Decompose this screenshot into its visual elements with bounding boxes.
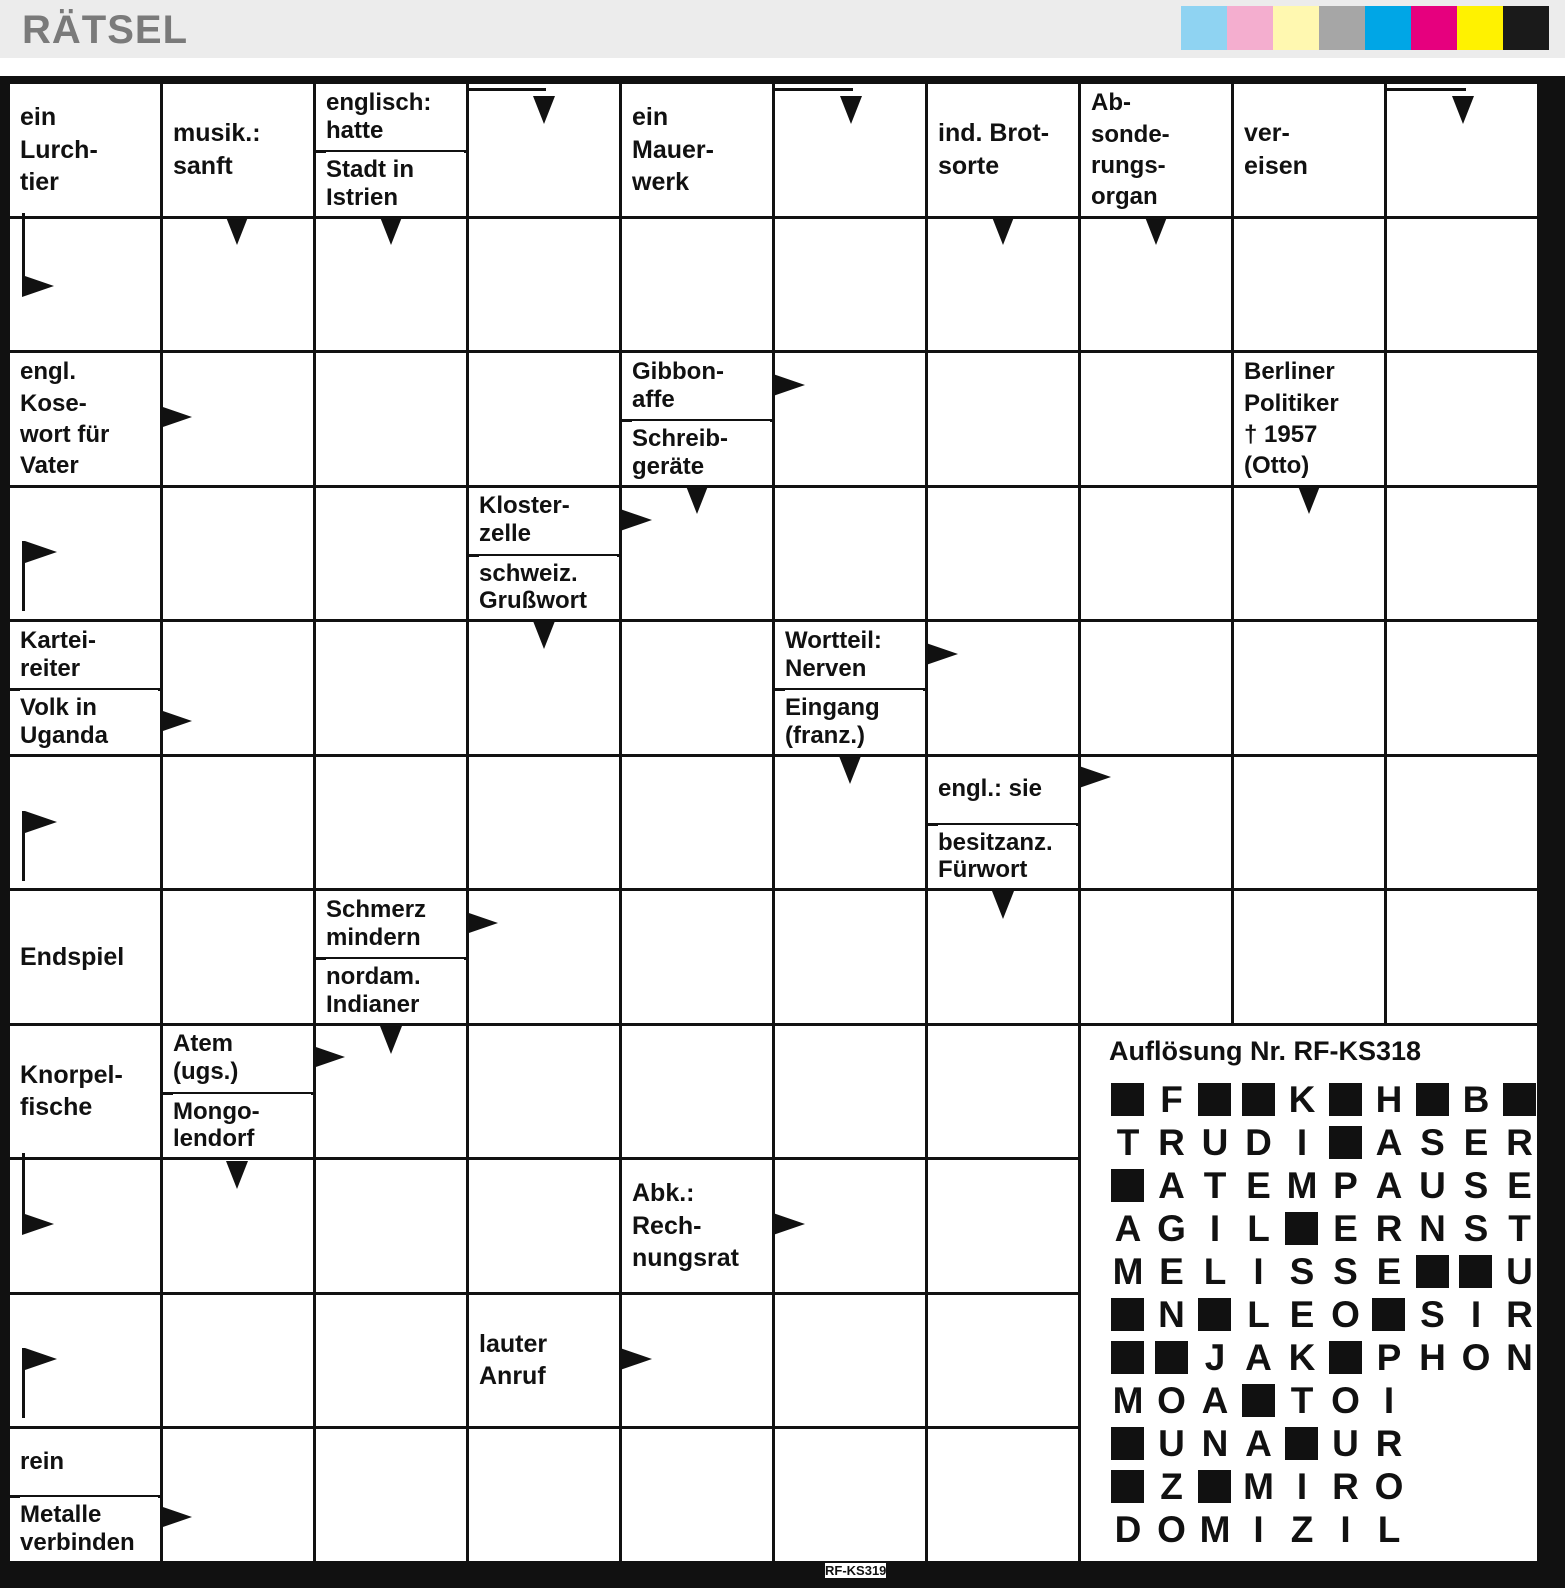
- solution-letter: I: [1340, 1508, 1351, 1550]
- arrow-down-icon: [992, 891, 1014, 919]
- solution-letter: N: [1201, 1422, 1229, 1464]
- clue-label: Volk in Uganda: [20, 694, 109, 749]
- color-swatch: [1503, 6, 1549, 50]
- solution-letter: A: [1201, 1379, 1229, 1421]
- clue-text: [632, 353, 770, 418]
- answer-cell[interactable]: [775, 891, 925, 1023]
- answer-cell[interactable]: [928, 622, 1078, 754]
- answer-cell[interactable]: [622, 1026, 772, 1158]
- arrow-right-icon: [773, 1213, 805, 1235]
- clue-text: [938, 757, 1076, 822]
- solution-letter: L: [1247, 1207, 1270, 1249]
- answer-cell[interactable]: [1387, 219, 1537, 351]
- solution-block: [1329, 1341, 1362, 1374]
- bent-arrow-stem: [22, 213, 25, 281]
- answer-cell[interactable]: [1081, 622, 1231, 754]
- clue-text: [326, 152, 464, 216]
- solution-letter: A: [1158, 1164, 1185, 1206]
- arrow-down-icon: [380, 1026, 402, 1054]
- clue-text: [20, 84, 158, 216]
- solution-panel: [1081, 1026, 1537, 1561]
- header-bar: [0, 0, 1565, 58]
- solution-letter: R: [1332, 1465, 1359, 1507]
- solution-letter: K: [1288, 1078, 1316, 1120]
- answer-cell[interactable]: [316, 353, 466, 485]
- arrow-right-icon: [22, 275, 54, 297]
- solution-block: [1416, 1255, 1449, 1288]
- solution-letter: D: [1245, 1121, 1272, 1163]
- color-swatch: [1181, 6, 1227, 50]
- color-swatch: [1273, 6, 1319, 50]
- answer-cell[interactable]: [928, 1026, 1078, 1158]
- solution-letter: U: [1506, 1250, 1533, 1292]
- color-calibration-bar: [1181, 6, 1549, 50]
- answer-cell[interactable]: [316, 1295, 466, 1427]
- answer-cell[interactable]: [163, 891, 313, 1023]
- solution-block: [1155, 1341, 1188, 1374]
- solution-block: [1111, 1083, 1144, 1116]
- answer-cell[interactable]: [775, 1295, 925, 1427]
- clue-text: [173, 1094, 311, 1158]
- solution-letter: M: [1286, 1164, 1318, 1206]
- clue-text: [20, 1429, 158, 1494]
- clue-text: [20, 622, 158, 687]
- clue-label: Gibbon- affe: [632, 357, 724, 413]
- clue-label: engl. Kose- wort für Vater: [20, 358, 110, 479]
- answer-cell[interactable]: [928, 488, 1078, 620]
- clue-label: Metalle verbinden: [20, 1501, 135, 1556]
- answer-cell[interactable]: [928, 1295, 1078, 1427]
- clue-text: [632, 84, 770, 216]
- answer-cell[interactable]: [622, 757, 772, 889]
- solution-letter: R: [1375, 1207, 1403, 1249]
- answer-cell[interactable]: [1387, 488, 1537, 620]
- solution-letter: G: [1157, 1207, 1186, 1249]
- solution-letter: A: [1375, 1164, 1403, 1206]
- solution-letter: A: [1375, 1121, 1403, 1163]
- arrow-right-icon: [160, 710, 192, 732]
- answer-cell[interactable]: [469, 891, 619, 1023]
- bent-arrow-stem: [1386, 88, 1466, 91]
- solution-letter: J: [1204, 1336, 1226, 1378]
- clue-label: Endspiel: [20, 942, 125, 971]
- answer-cell[interactable]: [163, 757, 313, 889]
- clue-label: Schmerz mindern: [326, 895, 427, 951]
- answer-cell[interactable]: [1387, 353, 1537, 485]
- clue-text: [326, 84, 464, 149]
- answer-cell[interactable]: [775, 219, 925, 351]
- flag-arrow-icon: [25, 1348, 57, 1370]
- clue-text: [479, 556, 617, 620]
- solution-letter: I: [1209, 1207, 1221, 1249]
- arrow-right-icon: [620, 1348, 652, 1370]
- solution-letter: R: [1158, 1121, 1185, 1163]
- clue-label: ind. Brot- sorte: [938, 119, 1050, 180]
- solution-letter: A: [1245, 1422, 1272, 1464]
- clue-text: [326, 891, 464, 956]
- answer-cell[interactable]: [622, 891, 772, 1023]
- arrow-right-icon: [773, 374, 805, 396]
- clue-label: Stadt in Istrien: [326, 156, 414, 211]
- answer-cell[interactable]: [775, 353, 925, 485]
- clue-label: Knorpel- fische: [20, 1060, 123, 1122]
- answer-cell[interactable]: [316, 1160, 466, 1292]
- solution-block: [1416, 1083, 1449, 1116]
- solution-block: [1111, 1341, 1144, 1374]
- arrow-down-icon: [380, 217, 402, 245]
- clue-label: Ab- sonde- rungs- organ: [1091, 89, 1170, 210]
- solution-letter: O: [1374, 1465, 1404, 1507]
- clue-label: ver- eisen: [1244, 119, 1308, 180]
- solution-letter: S: [1463, 1164, 1489, 1206]
- clue-label: nordam. Indianer: [326, 963, 421, 1018]
- answer-cell[interactable]: [1081, 488, 1231, 620]
- clue-text: [785, 622, 923, 687]
- answer-cell[interactable]: [469, 353, 619, 485]
- solution-letter: A: [1245, 1336, 1272, 1378]
- flag-arrow-icon: [25, 541, 57, 563]
- solution-letter: Z: [1160, 1465, 1183, 1507]
- clue-label: Atem (ugs.): [173, 1030, 239, 1085]
- arrow-down-icon: [533, 621, 555, 649]
- solution-letter: A: [1114, 1207, 1142, 1249]
- clue-text: [1244, 353, 1382, 485]
- solution-letter: N: [1506, 1336, 1533, 1378]
- solution-block: [1459, 1255, 1492, 1288]
- solution-block: [1242, 1384, 1275, 1417]
- clue-label: Kloster- zelle: [479, 492, 570, 547]
- solution-block: [1503, 1083, 1536, 1116]
- answer-cell[interactable]: [1234, 622, 1384, 754]
- arrow-down-icon: [992, 217, 1014, 245]
- answer-cell[interactable]: [316, 488, 466, 620]
- solution-letter: B: [1462, 1078, 1490, 1120]
- color-swatch: [1319, 6, 1365, 50]
- color-swatch: [1457, 6, 1503, 50]
- answer-cell[interactable]: [469, 1429, 619, 1561]
- solution-block: [1111, 1470, 1144, 1503]
- answer-cell[interactable]: [775, 488, 925, 620]
- clue-label: Eingang (franz.): [785, 694, 880, 749]
- clue-label: Berliner Politiker † 1957 (Otto): [1244, 358, 1339, 479]
- clue-text: [20, 353, 158, 485]
- solution-block: [1111, 1298, 1144, 1331]
- solution-letter: O: [1331, 1293, 1360, 1335]
- solution-letter: S: [1333, 1250, 1358, 1292]
- answer-cell[interactable]: [1387, 757, 1537, 889]
- answer-cell[interactable]: [469, 757, 619, 889]
- clue-label: musik.: sanft: [173, 119, 261, 180]
- solution-letter: K: [1288, 1336, 1316, 1378]
- solution-letter: R: [1506, 1121, 1533, 1163]
- solution-block: [1111, 1169, 1144, 1202]
- clue-text: [632, 1160, 770, 1292]
- solution-letter: M: [1199, 1508, 1231, 1550]
- answer-cell[interactable]: [775, 1026, 925, 1158]
- solution-letter: I: [1296, 1465, 1308, 1507]
- solution-letter: I: [1253, 1508, 1264, 1550]
- solution-letter: I: [1296, 1121, 1308, 1163]
- solution-letter: M: [1112, 1379, 1144, 1421]
- solution-letter: I: [1470, 1293, 1482, 1335]
- answer-cell[interactable]: [469, 1160, 619, 1292]
- arrow-down-icon: [1145, 217, 1167, 245]
- answer-cell[interactable]: [928, 1429, 1078, 1561]
- solution-block: [1372, 1298, 1405, 1331]
- answer-cell[interactable]: [163, 1295, 313, 1427]
- arrow-down-icon: [840, 96, 862, 124]
- solution-letter: E: [1376, 1250, 1402, 1292]
- clue-text: [20, 690, 158, 754]
- clue-label: lauter Anruf: [479, 1329, 548, 1391]
- arrow-right-icon: [1079, 766, 1111, 788]
- solution-letter: P: [1376, 1336, 1402, 1378]
- answer-cell[interactable]: [1234, 891, 1384, 1023]
- clue-text: [1244, 84, 1382, 216]
- solution-block: [1285, 1212, 1318, 1245]
- clue-text: [173, 1026, 311, 1091]
- solution-letter: P: [1333, 1164, 1358, 1206]
- arrow-down-icon: [226, 1161, 248, 1189]
- solution-block: [1285, 1427, 1318, 1460]
- answer-cell[interactable]: [622, 219, 772, 351]
- solution-letter: E: [1159, 1250, 1184, 1292]
- clue-label: Mongo- lendorf: [173, 1097, 260, 1153]
- answer-cell[interactable]: [1387, 891, 1537, 1023]
- solution-letter: L: [1247, 1293, 1270, 1335]
- solution-letter: U: [1419, 1164, 1446, 1206]
- answer-cell[interactable]: [316, 757, 466, 889]
- solution-letter: L: [1203, 1250, 1227, 1292]
- arrow-right-icon: [160, 1506, 192, 1528]
- clue-label: besitzanz. Fürwort: [938, 828, 1053, 884]
- puzzle-code: RF-KS319: [825, 1563, 887, 1578]
- clue-text: [632, 421, 770, 485]
- color-swatch: [1365, 6, 1411, 50]
- arrow-down-icon: [226, 217, 248, 245]
- solution-letter: R: [1506, 1293, 1533, 1335]
- answer-cell[interactable]: [622, 1429, 772, 1561]
- solution-letter: M: [1112, 1250, 1144, 1292]
- bent-arrow-stem: [773, 88, 853, 91]
- solution-block: [1198, 1083, 1231, 1116]
- clue-text: [326, 959, 464, 1023]
- answer-cell[interactable]: [163, 488, 313, 620]
- solution-block: [1111, 1427, 1144, 1460]
- solution-letter: O: [1331, 1379, 1360, 1421]
- arrow-right-icon: [926, 643, 958, 665]
- arrow-right-icon: [313, 1046, 345, 1068]
- solution-letter: U: [1158, 1422, 1185, 1464]
- solution-letter: H: [1375, 1078, 1403, 1120]
- answer-cell[interactable]: [775, 1429, 925, 1561]
- solution-block: [1329, 1126, 1362, 1159]
- solution-letter: S: [1463, 1207, 1489, 1249]
- answer-cell[interactable]: [928, 1160, 1078, 1292]
- clue-label: rein: [20, 1447, 65, 1475]
- clue-label: ein Lurch- tier: [20, 103, 98, 196]
- solution-letter: S: [1289, 1250, 1315, 1292]
- arrow-down-icon: [686, 486, 708, 514]
- solution-letter: O: [1157, 1379, 1186, 1421]
- solution-letter: O: [1157, 1508, 1186, 1550]
- clue-label: schweiz. Grußwort: [479, 559, 587, 615]
- solution-letter: E: [1463, 1121, 1489, 1163]
- solution-letter: M: [1243, 1465, 1274, 1507]
- clue-text: [938, 84, 1076, 216]
- arrow-right-icon: [620, 509, 652, 531]
- clue-text: [785, 690, 923, 754]
- answer-cell[interactable]: [469, 219, 619, 351]
- solution-letter: I: [1383, 1379, 1395, 1421]
- arrow-down-icon: [1452, 96, 1474, 124]
- answer-cell[interactable]: [1081, 353, 1231, 485]
- clue-label: Schreib- geräte: [632, 425, 729, 480]
- clue-text: [20, 1497, 158, 1561]
- solution-letter: E: [1333, 1207, 1358, 1249]
- clue-text: [479, 1295, 617, 1427]
- answer-cell[interactable]: [316, 1429, 466, 1561]
- arrow-right-icon: [466, 912, 498, 934]
- flag-arrow-icon: [25, 811, 57, 833]
- arrow-right-icon: [22, 1213, 54, 1235]
- solution-letter: E: [1246, 1164, 1271, 1206]
- solution-letter: O: [1461, 1336, 1491, 1378]
- bent-arrow-stem: [22, 1153, 25, 1221]
- solution-letter: T: [1508, 1207, 1531, 1249]
- solution-letter: U: [1201, 1121, 1229, 1163]
- solution-letter: Z: [1290, 1508, 1314, 1550]
- arrow-down-icon: [839, 756, 861, 784]
- clue-label: Kartei- reiter: [20, 626, 97, 682]
- clue-label: ein Mauer- werk: [632, 103, 714, 196]
- answer-cell[interactable]: [1081, 891, 1231, 1023]
- solution-letter: T: [1203, 1164, 1227, 1206]
- solution-letter: N: [1419, 1207, 1446, 1249]
- answer-cell[interactable]: [622, 622, 772, 754]
- solution-block: [1198, 1298, 1231, 1331]
- arrow-right-icon: [160, 406, 192, 428]
- clue-label: englisch: hatte: [326, 88, 432, 144]
- brand-title: RÄTSEL: [22, 8, 188, 52]
- clue-text: [1091, 84, 1229, 216]
- solution-block: [1198, 1470, 1231, 1503]
- clue-label: Abk.: Rech- nungsrat: [632, 1179, 739, 1272]
- solution-letter: E: [1507, 1164, 1532, 1206]
- solution-letter: U: [1332, 1422, 1359, 1464]
- answer-cell[interactable]: [1387, 622, 1537, 754]
- answer-cell[interactable]: [316, 622, 466, 754]
- color-swatch: [1411, 6, 1457, 50]
- solution-letter: D: [1114, 1508, 1142, 1550]
- clue-label: Wortteil: Nerven: [785, 626, 882, 682]
- solution-letter: T: [1290, 1379, 1314, 1421]
- answer-cell[interactable]: [163, 622, 313, 754]
- solution-block: [1329, 1083, 1362, 1116]
- solution-letter: S: [1420, 1293, 1445, 1335]
- solution-letter: R: [1375, 1422, 1403, 1464]
- solution-block: [1242, 1083, 1275, 1116]
- arrow-down-icon: [533, 96, 555, 124]
- answer-cell[interactable]: [1234, 757, 1384, 889]
- clue-text: [938, 825, 1076, 889]
- clue-text: [20, 891, 158, 1023]
- clue-text: [479, 488, 617, 553]
- solution-letter: E: [1289, 1293, 1315, 1335]
- answer-cell[interactable]: [928, 353, 1078, 485]
- solution-letter: S: [1420, 1121, 1445, 1163]
- answer-cell[interactable]: [469, 1026, 619, 1158]
- bent-arrow-stem: [466, 88, 546, 91]
- solution-letter: L: [1377, 1508, 1401, 1550]
- clue-text: [173, 84, 311, 216]
- clue-text: [20, 1026, 158, 1158]
- solution-letter: T: [1116, 1121, 1140, 1163]
- solution-letter: H: [1419, 1336, 1446, 1378]
- solution-title: Auflösung Nr. RF-KS318: [1109, 1035, 1422, 1066]
- color-swatch: [1227, 6, 1273, 50]
- solution-letter: I: [1253, 1250, 1264, 1292]
- solution-letter: N: [1158, 1293, 1185, 1335]
- crossword-frame: [0, 76, 1565, 1588]
- clue-label: engl.: sie: [938, 775, 1043, 803]
- answer-cell[interactable]: [1234, 219, 1384, 351]
- solution-letter: F: [1160, 1078, 1183, 1120]
- answer-cell[interactable]: [163, 1429, 313, 1561]
- arrow-down-icon: [1298, 486, 1320, 514]
